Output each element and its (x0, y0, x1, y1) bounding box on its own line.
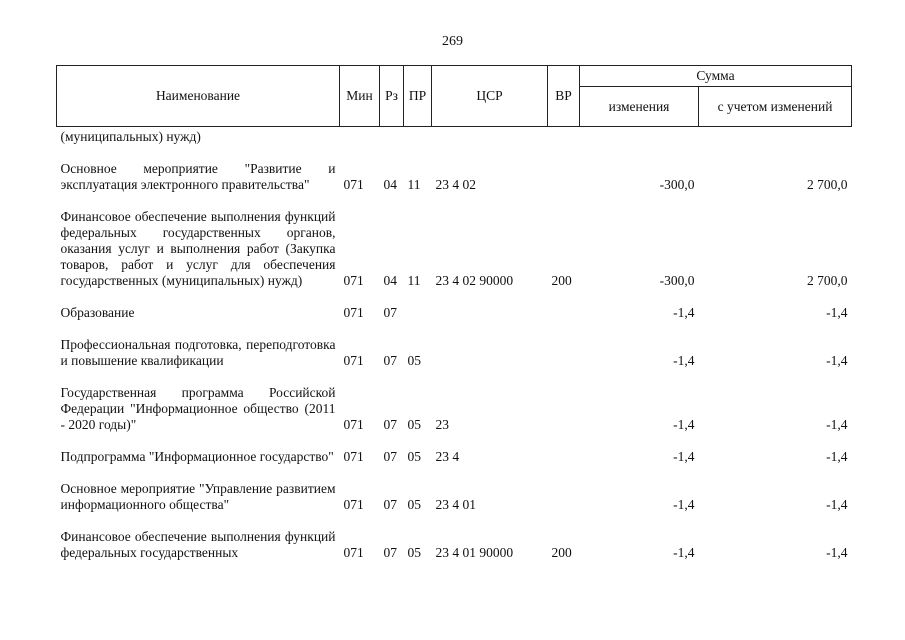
cell-name: Государственная программа Российской Федерации "Информационное общество (2011 - 2020 годы)" (60, 385, 336, 432)
cell-rz: 07 (383, 305, 397, 320)
cell-csr: 23 4 02 90000 (435, 273, 514, 288)
cell-pr: 05 (407, 417, 421, 432)
cell-total: 2 700,0 (807, 177, 848, 192)
cell-name: Финансовое обеспечение выполнения функций федеральных государственных органов, оказания услуг и выполнения работ (Закупка товаров, работ и услуг для обеспечения государственных (муниципальных) нужд) (60, 209, 336, 288)
cell-change: -1,4 (673, 449, 695, 464)
cell-total: -1,4 (826, 417, 848, 432)
cell-pr: 11 (407, 177, 421, 192)
cell-vr: 200 (551, 273, 572, 288)
cell-vr (548, 465, 580, 513)
cell-rz: 04 (383, 177, 397, 192)
cell-change: -300,0 (659, 177, 695, 192)
cell-pr: 05 (407, 353, 421, 368)
cell-name: Подпрограмма "Информационное государство" (60, 449, 334, 464)
table-row (57, 369, 852, 433)
cell-min: 071 (343, 545, 364, 560)
table-row (57, 433, 852, 465)
cell-min: 071 (343, 353, 364, 368)
cell-min (340, 127, 380, 146)
cell-total: -1,4 (826, 353, 848, 368)
cell-min: 071 (343, 417, 364, 432)
cell-name: Основное мероприятие "Управление развитием информационного общества" (60, 481, 336, 512)
cell-name: Финансовое обеспечение выполнения функций федеральных государственных (60, 529, 336, 560)
cell-vr (548, 145, 580, 193)
cell-rz: 04 (383, 273, 397, 288)
cell-name: (муниципальных) нужд) (60, 129, 201, 144)
cell-total (699, 127, 852, 146)
table-row (57, 321, 852, 369)
cell-vr (548, 433, 580, 465)
table-row (57, 193, 852, 289)
table-body (57, 127, 852, 562)
header-with-change: с учетом изменений (699, 87, 852, 127)
cell-min: 071 (343, 449, 364, 464)
cell-change: -1,4 (673, 545, 695, 560)
header-csr: ЦСР (432, 66, 548, 127)
cell-rz: 07 (383, 449, 397, 464)
cell-min: 071 (343, 177, 364, 192)
cell-pr: 05 (407, 497, 421, 512)
cell-csr (432, 289, 548, 321)
cell-rz: 07 (383, 417, 397, 432)
header-rz: Рз (380, 66, 404, 127)
cell-rz: 07 (383, 353, 397, 368)
table-row (57, 145, 852, 193)
cell-min: 071 (343, 305, 364, 320)
budget-table (56, 65, 852, 561)
table-row (57, 465, 852, 513)
cell-vr (548, 289, 580, 321)
cell-csr: 23 (435, 417, 449, 432)
cell-csr: 23 4 02 (435, 177, 476, 192)
cell-csr (432, 127, 548, 146)
cell-min: 071 (343, 273, 364, 288)
cell-csr: 23 4 01 (435, 497, 476, 512)
cell-total: -1,4 (826, 545, 848, 560)
cell-vr (548, 369, 580, 433)
cell-pr (404, 289, 432, 321)
header-pr: ПР (404, 66, 432, 127)
cell-name: Профессиональная подготовка, переподготовка и повышение квалификации (60, 337, 336, 368)
cell-pr: 05 (407, 449, 421, 464)
table-row (57, 513, 852, 561)
cell-rz (380, 127, 404, 146)
cell-rz: 07 (383, 497, 397, 512)
cell-pr (404, 127, 432, 146)
cell-change: -1,4 (673, 353, 695, 368)
cell-csr: 23 4 (435, 449, 460, 464)
cell-name: Основное мероприятие "Развитие и эксплуатация электронного правительства" (60, 161, 336, 192)
page-number: 269 (442, 34, 463, 49)
cell-change: -1,4 (673, 497, 695, 512)
cell-rz: 07 (383, 545, 397, 560)
cell-total: -1,4 (826, 305, 848, 320)
cell-vr (548, 127, 580, 146)
table-row (57, 289, 852, 321)
header-vr: ВР (548, 66, 580, 127)
cell-total: -1,4 (826, 497, 848, 512)
cell-vr: 200 (551, 545, 572, 560)
header-change: изменения (580, 87, 699, 127)
cell-min: 071 (343, 497, 364, 512)
header-name: Наименование (57, 66, 340, 127)
table-row (57, 127, 852, 146)
cell-name: Образование (60, 305, 135, 320)
cell-total: 2 700,0 (807, 273, 848, 288)
cell-change (580, 127, 699, 146)
cell-total: -1,4 (826, 449, 848, 464)
header-sum: Сумма (580, 66, 852, 87)
cell-csr (432, 321, 548, 369)
cell-change: -1,4 (673, 417, 695, 432)
header-min: Мин (340, 66, 380, 127)
cell-vr (548, 321, 580, 369)
cell-change: -1,4 (673, 305, 695, 320)
cell-change: -300,0 (659, 273, 695, 288)
cell-pr: 05 (407, 545, 421, 560)
cell-pr: 11 (407, 273, 421, 288)
cell-csr: 23 4 01 90000 (435, 545, 514, 560)
